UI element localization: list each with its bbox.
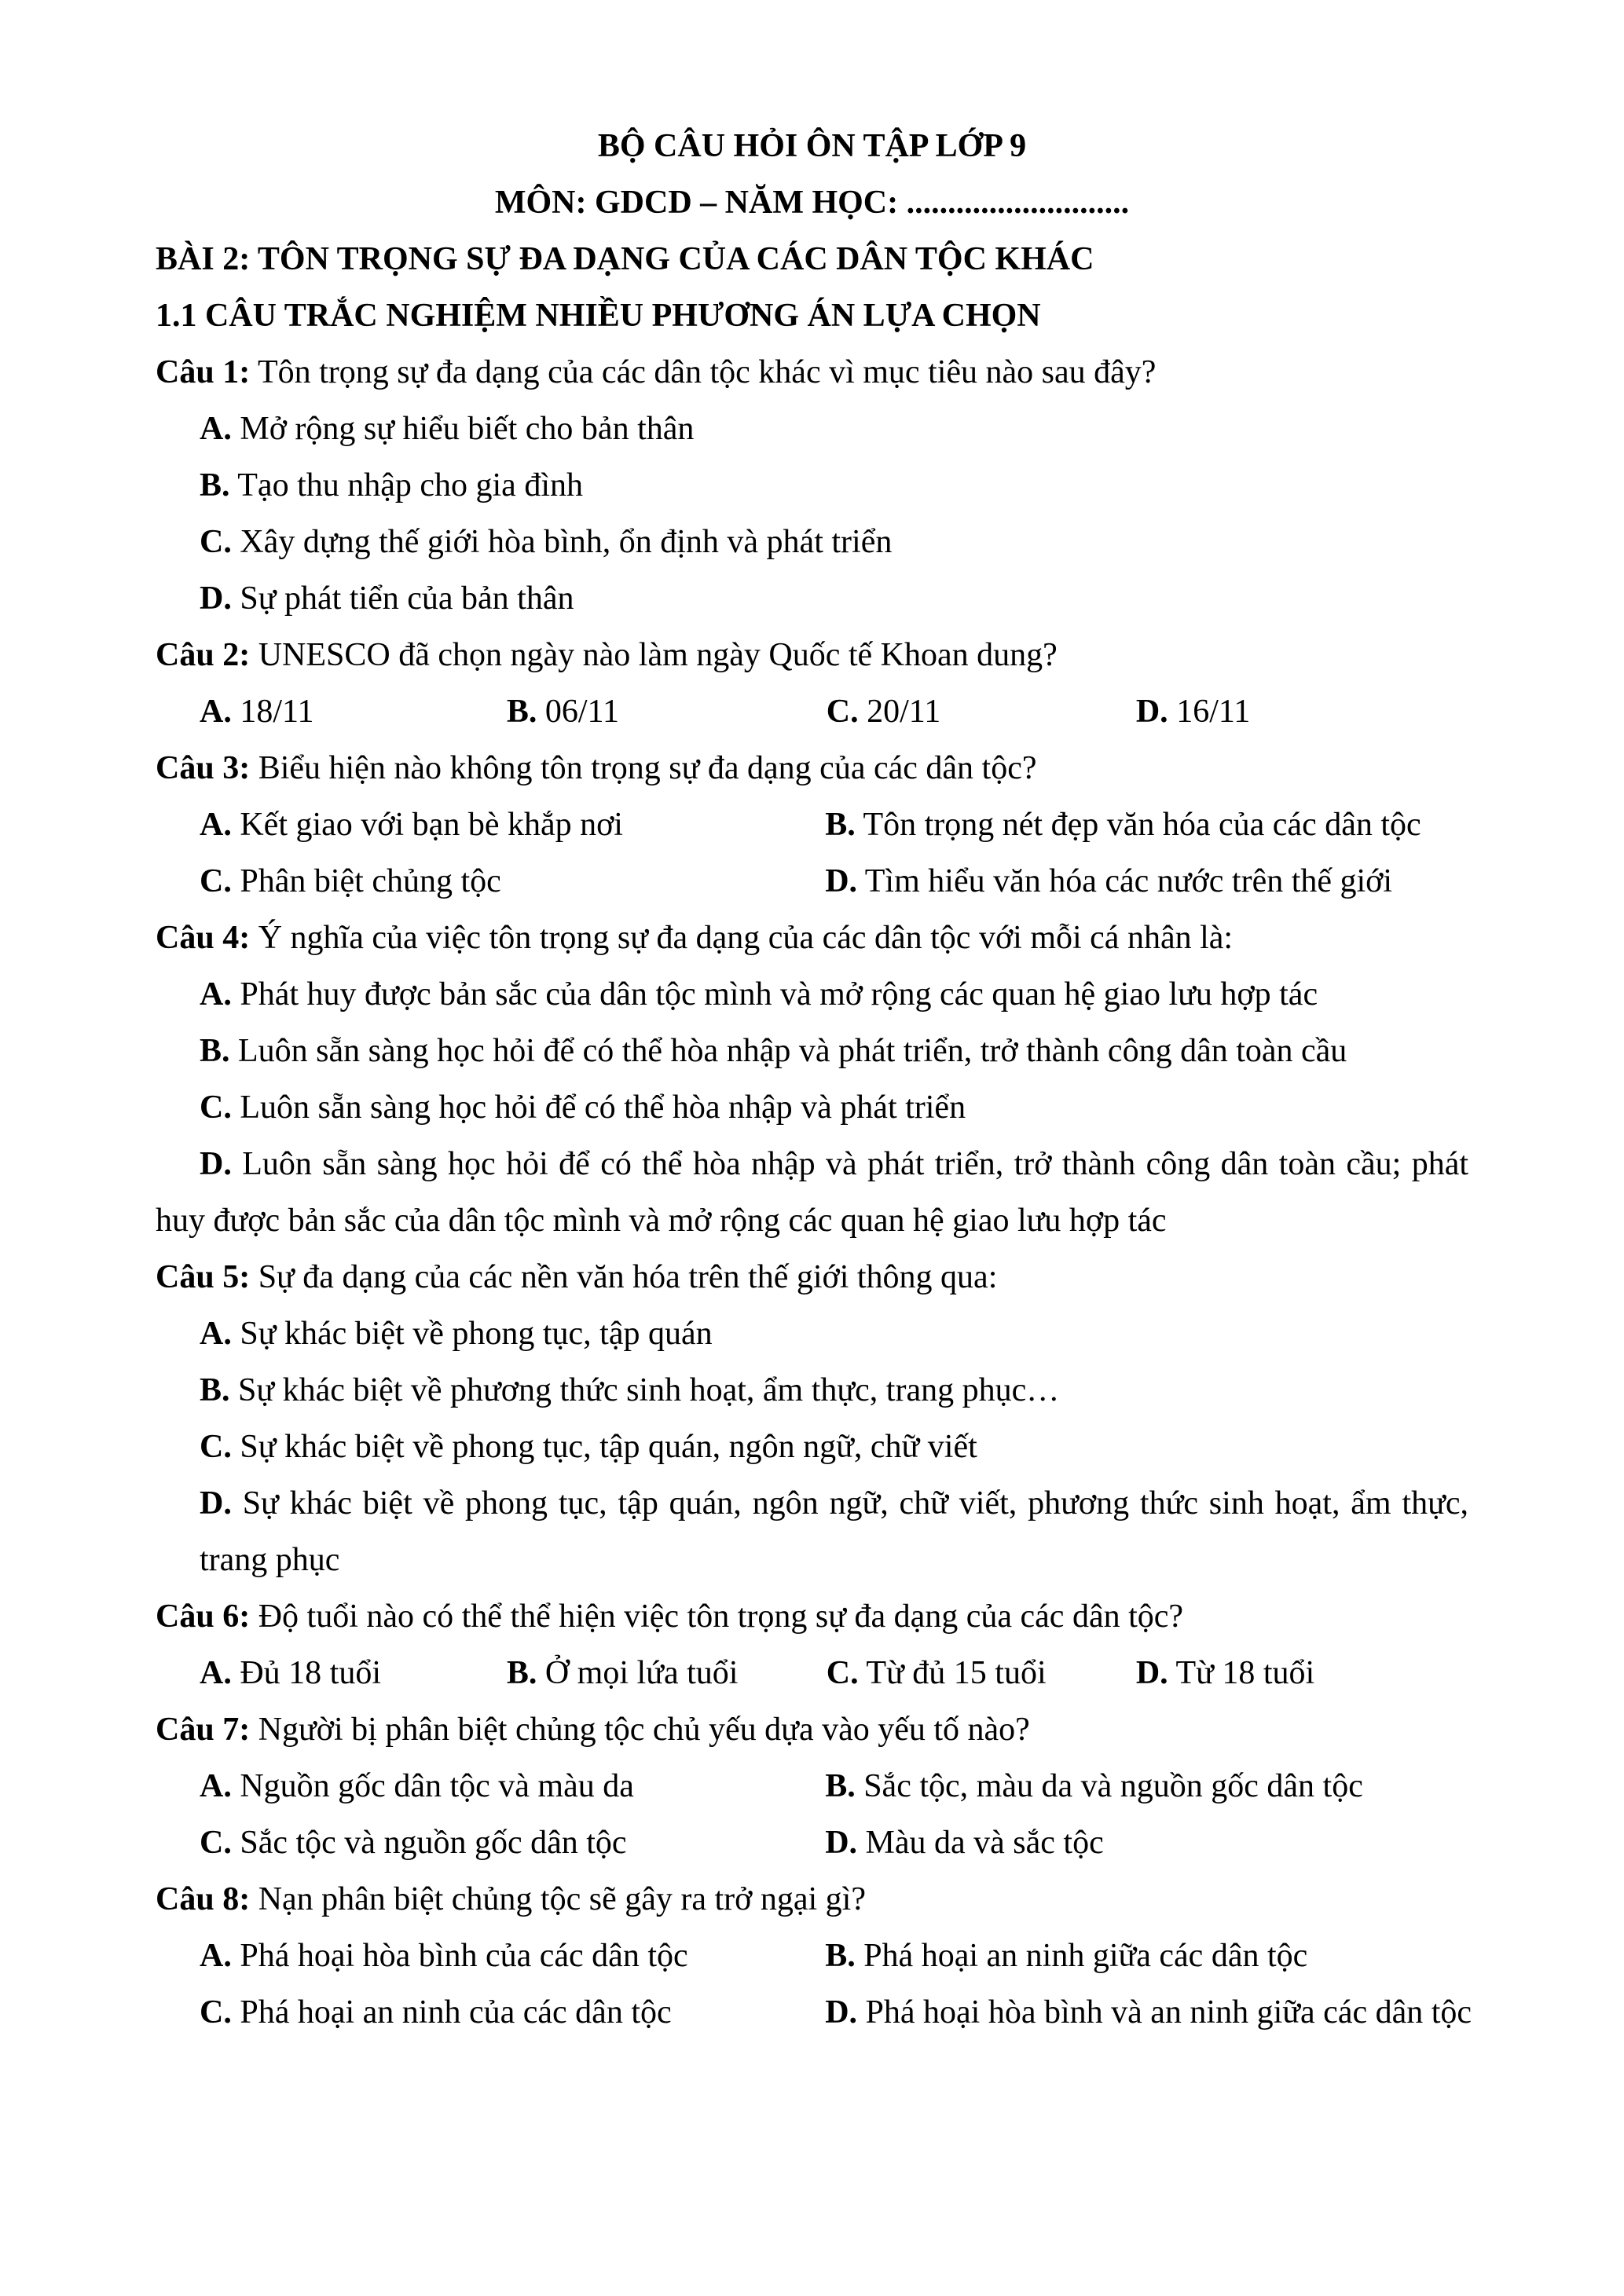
option-d — [200, 570, 1468, 627]
option-text: 18/11 — [240, 694, 314, 730]
option-letter: D. — [825, 863, 858, 899]
question-label: Câu 7: — [156, 1712, 251, 1748]
option-a — [200, 1928, 825, 1984]
question-line — [156, 740, 1468, 796]
option-text: Từ 18 tuổi — [1175, 1655, 1315, 1691]
option-letter: B. — [825, 807, 856, 843]
option-text: Sự khác biệt về phong tục, tập quán, ngôn ngữ, chữ viết, phương thức sinh hoạt, ẩm thực, trang phục — [200, 1485, 1469, 1578]
option-letter: A. — [200, 411, 232, 447]
doc-title: BỘ CÂU HỎI ÔN TẬP LỚP 9 — [597, 128, 1027, 164]
option-b — [825, 1928, 1468, 1984]
question-line — [156, 910, 1468, 966]
option-text: Sắc tộc và nguồn gốc dân tộc — [240, 1825, 627, 1861]
question-line — [156, 627, 1468, 683]
question-label: Câu 2: — [156, 637, 251, 673]
option-letter: B. — [200, 1372, 230, 1408]
option-text: 16/11 — [1176, 694, 1251, 730]
option-text: Ở mọi lứa tuổi — [544, 1655, 739, 1691]
question-prompt: Người bị phân biệt chủng tộc chủ yếu dựa vào yếu tố nào? — [258, 1712, 1030, 1748]
option-a — [200, 1645, 507, 1701]
question-block — [156, 1701, 1468, 1871]
question-label: Câu 8: — [156, 1881, 251, 1917]
question-label: Câu 1: — [156, 354, 251, 390]
question-block — [156, 627, 1468, 740]
option-a — [200, 1305, 1468, 1362]
question-label: Câu 5: — [156, 1259, 251, 1295]
option-text: Tôn trọng nét đẹp văn hóa của các dân tộc — [863, 807, 1421, 843]
option-text: Tìm hiểu văn hóa các nước trên thế giới — [864, 863, 1393, 899]
option-a — [200, 401, 1468, 457]
option-d — [200, 1475, 1468, 1588]
option-text: Phá hoại hòa bình và an ninh giữa các dân tộc — [865, 1994, 1472, 2031]
option-d — [825, 1814, 1468, 1871]
option-list — [156, 1928, 1472, 2041]
option-text: Sắc tộc, màu da và nguồn gốc dân tộc — [863, 1768, 1363, 1804]
option-list — [156, 966, 1468, 1249]
option-text: Phát huy được bản sắc của dân tộc mình và mở rộng các quan hệ giao lưu hợp tác — [240, 976, 1318, 1013]
option-letter: D. — [1135, 1655, 1168, 1691]
doc-subtitle: MÔN: GDCD – NĂM HỌC: ........................... — [494, 185, 1130, 221]
option-letter: C. — [826, 694, 859, 730]
option-text: Đủ 18 tuổi — [240, 1655, 382, 1691]
option-d — [156, 1136, 1468, 1249]
option-letter: C. — [200, 1089, 232, 1126]
option-letter: B. — [200, 1033, 230, 1069]
option-c — [200, 1079, 1468, 1136]
option-b — [507, 683, 827, 740]
option-text: 06/11 — [544, 694, 619, 730]
question-label: Câu 4: — [156, 920, 251, 956]
option-letter: D. — [1135, 694, 1168, 730]
question-line — [156, 1871, 1468, 1928]
question-block — [156, 740, 1468, 910]
option-c — [200, 1984, 825, 2041]
question-prompt: Độ tuổi nào có thể thể hiện việc tôn trọng sự đa dạng của các dân tộc? — [258, 1598, 1184, 1635]
option-text: Sự khác biệt về phương thức sinh hoạt, ẩm thực, trang phục… — [238, 1372, 1060, 1408]
option-c — [200, 853, 825, 910]
option-a — [200, 796, 825, 853]
option-text: Nguồn gốc dân tộc và màu da — [240, 1768, 634, 1804]
option-list — [156, 401, 1468, 627]
option-d — [1136, 1645, 1468, 1701]
option-letter: C. — [200, 1825, 232, 1861]
option-text: Luôn sẵn sàng học hỏi để có thể hòa nhập và phát triển, trở thành công dân toàn cầu — [238, 1033, 1347, 1069]
option-letter: D. — [200, 1146, 232, 1182]
option-text: Mở rộng sự hiểu biết cho bản thân — [240, 411, 695, 447]
question-line — [156, 1588, 1468, 1645]
option-letter: B. — [506, 1655, 537, 1691]
question-block — [156, 1871, 1472, 2041]
option-letter: D. — [200, 1485, 232, 1522]
option-text: 20/11 — [867, 694, 941, 730]
question-prompt: Sự đa dạng của các nền văn hóa trên thế giới thông qua: — [258, 1259, 998, 1295]
option-text: Kết giao với bạn bè khắp nơi — [240, 807, 623, 843]
option-text: Sự khác biệt về phong tục, tập quán, ngôn ngữ, chữ viết — [240, 1429, 977, 1465]
option-list — [156, 1645, 1468, 1701]
option-text: Sự khác biệt về phong tục, tập quán — [240, 1316, 713, 1352]
question-label: Câu 3: — [156, 750, 251, 786]
option-letter: D. — [200, 580, 232, 617]
option-text: Xây dựng thế giới hòa bình, ổn định và phát triển — [240, 524, 893, 560]
option-text: Phân biệt chủng tộc — [240, 863, 501, 899]
question-line — [156, 1701, 1468, 1758]
option-b — [825, 796, 1468, 853]
option-c — [200, 514, 1468, 570]
option-list — [156, 683, 1468, 740]
question-list — [156, 344, 1472, 2041]
option-letter: D. — [825, 1825, 858, 1861]
option-c — [827, 683, 1136, 740]
option-b — [200, 1362, 1468, 1419]
option-letter: B. — [506, 694, 537, 730]
option-list — [156, 796, 1468, 910]
section-heading: 1.1 CÂU TRẮC NGHIỆM NHIỀU PHƯƠNG ÁN LỰA CHỌN — [156, 298, 1041, 334]
option-letter: B. — [825, 1938, 856, 1974]
option-text: Sự phát tiển của bản thân — [240, 580, 574, 617]
option-b — [200, 1023, 1468, 1079]
option-b — [200, 457, 1468, 514]
option-c — [200, 1814, 825, 1871]
option-a — [200, 1758, 825, 1814]
question-block — [156, 1588, 1468, 1701]
option-a — [200, 966, 1468, 1023]
option-letter: A. — [200, 1768, 232, 1804]
question-block — [156, 344, 1468, 627]
question-prompt: Biểu hiện nào không tôn trọng sự đa dạng của các dân tộc? — [258, 750, 1037, 786]
option-letter: A. — [200, 1316, 232, 1352]
question-prompt: UNESCO đã chọn ngày nào làm ngày Quốc tế Khoan dung? — [258, 637, 1058, 673]
option-a — [200, 683, 507, 740]
option-text: Phá hoại hòa bình của các dân tộc — [240, 1938, 688, 1974]
option-text: Tạo thu nhập cho gia đình — [237, 467, 583, 504]
option-b — [825, 1758, 1468, 1814]
question-line — [156, 1249, 1468, 1305]
option-letter: B. — [825, 1768, 856, 1804]
question-line — [156, 344, 1468, 401]
option-text: Luôn sẵn sàng học hỏi để có thể hòa nhập và phát triển — [240, 1089, 966, 1126]
option-text: Luôn sẵn sàng học hỏi để có thể hòa nhập và phát triển, trở thành công dân toàn cầu; phát huy được bản sắc của dân tộc mình và mở rộng các quan hệ giao lưu hợp tác — [156, 1146, 1469, 1239]
option-letter: A. — [200, 976, 232, 1013]
option-d — [825, 1984, 1472, 2041]
option-text: Phá hoại an ninh của các dân tộc — [240, 1994, 672, 2031]
option-list — [156, 1758, 1468, 1871]
option-letter: A. — [200, 807, 232, 843]
option-letter: A. — [200, 1938, 232, 1974]
option-letter: C. — [200, 1429, 232, 1465]
option-c — [200, 1419, 1468, 1475]
option-d — [825, 853, 1468, 910]
option-letter: C. — [200, 863, 232, 899]
question-block — [156, 910, 1468, 1249]
option-letter: C. — [826, 1655, 859, 1691]
lesson-heading: BÀI 2: TÔN TRỌNG SỰ ĐA DẠNG CỦA CÁC DÂN TỘC KHÁC — [156, 241, 1094, 277]
question-prompt: Ý nghĩa của việc tôn trọng sự đa dạng của các dân tộc với mỗi cá nhân là: — [258, 920, 1234, 956]
question-prompt: Tôn trọng sự đa dạng của các dân tộc khác vì mục tiêu nào sau đây? — [257, 354, 1157, 390]
option-letter: C. — [200, 524, 232, 560]
option-letter: A. — [200, 1655, 232, 1691]
option-text: Phá hoại an ninh giữa các dân tộc — [863, 1938, 1308, 1974]
option-text: Màu da và sắc tộc — [865, 1825, 1104, 1861]
option-letter: C. — [200, 1994, 232, 2031]
option-text: Từ đủ 15 tuổi — [866, 1655, 1047, 1691]
question-prompt: Nạn phân biệt chủng tộc sẽ gây ra trở ngại gì? — [258, 1881, 866, 1917]
option-letter: D. — [825, 1994, 858, 2031]
question-block — [156, 1249, 1468, 1588]
option-letter: B. — [200, 467, 230, 504]
question-label: Câu 6: — [156, 1598, 251, 1635]
option-d — [1136, 683, 1468, 740]
option-letter: A. — [200, 694, 232, 730]
option-c — [827, 1645, 1136, 1701]
option-b — [507, 1645, 827, 1701]
option-list — [156, 1305, 1468, 1588]
